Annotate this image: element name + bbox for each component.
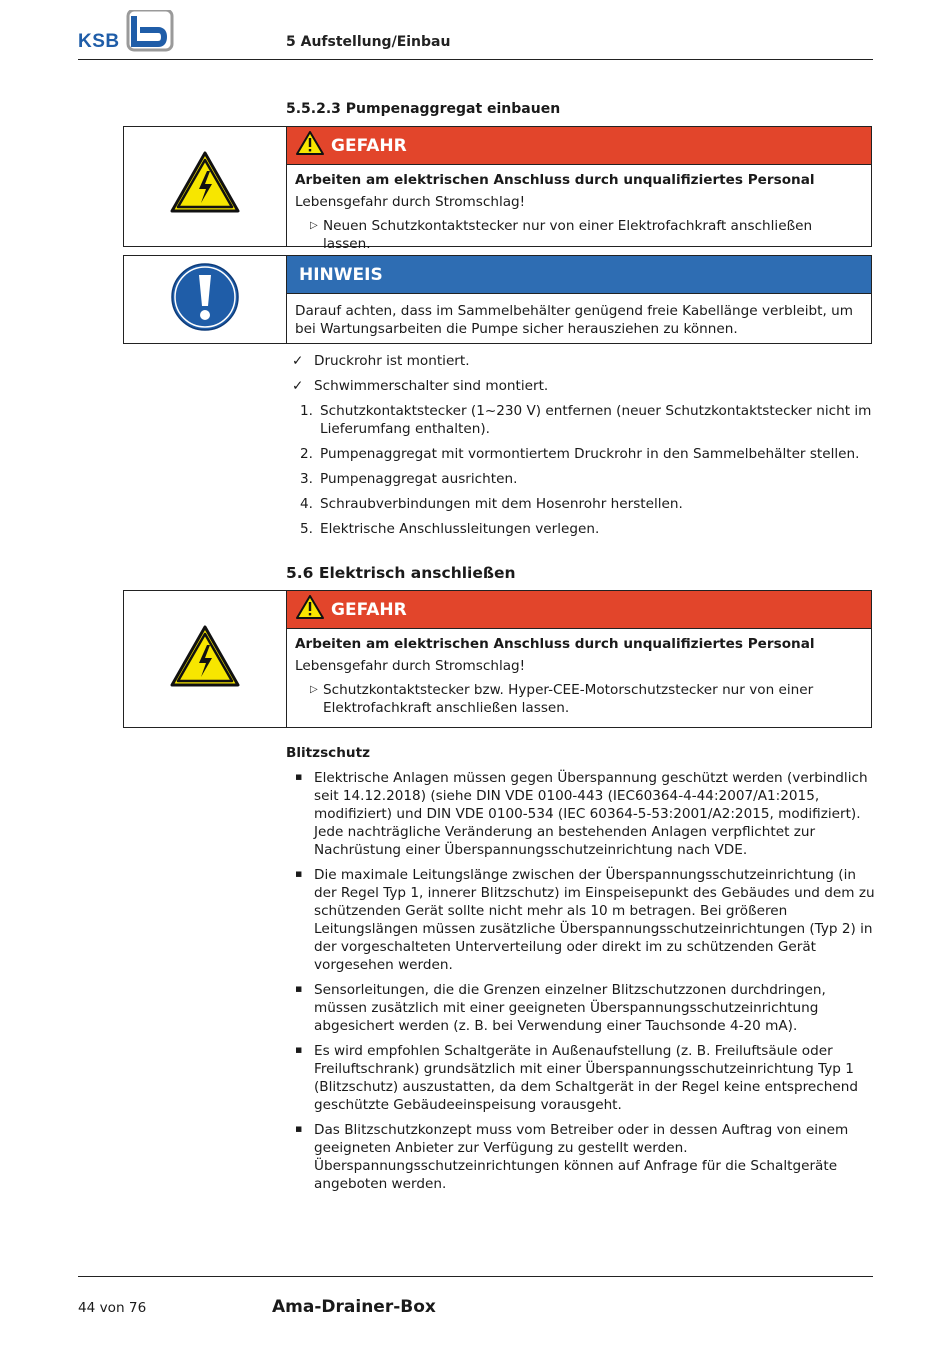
- square-bullet-icon: ▪: [295, 1043, 303, 1056]
- subsection-heading: Blitzschutz: [286, 745, 371, 761]
- list-item: ▪ Sensorleitungen, die die Grenzen einzelner Blitzschutzzonen durchdringen, müssen zusätzlich mit einer geeigneten Überspannungsschutzeinrichtung abgesichert werden (z. B. bei Verwendung einer Tauchsonde 4-20 mA).: [295, 982, 826, 1034]
- electrical-hazard-icon: [170, 151, 240, 213]
- list-item: ▪ Elektrische Anlagen müssen gegen Überspannung geschützt werden (verbindlich seit 14.12.2018) (siehe DIN VDE 0100-443 (IEC60364-4-44:2007/A1:2015, modifiziert) und DIN VDE 0100-534 (IEC 60364-5-53:2001/A2:2015, modifiziert). Jede nachträgliche Veränderung an bestehenden Anlagen verpflichtet zur Nachrüstung einer Überspannungsschutzeinrichtung nach VDE.: [295, 770, 868, 858]
- mandatory-exclamation-icon: [170, 262, 240, 332]
- header-rule: [78, 59, 873, 60]
- icon-cell: [124, 127, 287, 246]
- list-item: 5. Elektrische Anschlussleitungen verlegen.: [300, 521, 600, 537]
- list-item: 1. Schutzkontaktstecker (1~230 V) entfernen (neuer Schutzkontaktstecker nicht im Lieferumfang enthalten).: [300, 403, 872, 437]
- footer-rule: [78, 1276, 873, 1277]
- warning-triangle-icon: [295, 594, 325, 620]
- logo-text: KSB: [78, 31, 120, 52]
- hazard-action: Neuen Schutzkontaktstecker nur von einer Elektrofachkraft anschließen lassen.: [323, 218, 813, 252]
- triangle-right-icon: ▷: [310, 684, 318, 695]
- notice-box: [123, 255, 872, 344]
- square-bullet-icon: ▪: [295, 1122, 303, 1135]
- page-number: 44 von 76: [78, 1300, 147, 1316]
- triangle-right-icon: ▷: [310, 220, 318, 231]
- list-item: ▪ Es wird empfohlen Schaltgeräte in Außenaufstellung (z. B. Freiluftsäule oder Freiluftschrank) grundsätzlich mit einer Überspannungsschutzeinrichtung Typ 1 (Blitzschutz) auszustatten, da dem Schaltgerät in der Regel keine entsprechend geschützte Gebäudeeinspeisung vorausgeht.: [295, 1043, 858, 1113]
- square-bullet-icon: ▪: [295, 867, 303, 880]
- hazard-consequence: Lebensgefahr durch Stromschlag!: [295, 658, 526, 674]
- list-item: 2. Pumpenaggregat mit vormontiertem Druckrohr in den Sammelbehälter stellen.: [300, 446, 860, 462]
- square-bullet-icon: ▪: [295, 770, 303, 783]
- hazard-action: Schutzkontaktstecker bzw. Hyper-CEE-Motorschutzstecker nur von einer Elektrofachkraft anschließen lassen.: [323, 682, 814, 716]
- danger-box: [123, 126, 872, 252]
- notice-text: Darauf achten, dass im Sammelbehälter genügend freie Kabellänge verbleibt, um bei Wartungsarbeiten die Pumpe sicher herausziehen zu können.: [295, 303, 853, 337]
- danger-box: [123, 590, 872, 728]
- danger-band: [287, 591, 871, 629]
- checkmark-icon: ✓: [292, 353, 304, 369]
- list-item: 4. Schraubverbindungen mit dem Hosenrohr herstellen.: [300, 496, 683, 512]
- hazard-consequence: Lebensgefahr durch Stromschlag!: [295, 194, 526, 210]
- icon-cell: [124, 591, 287, 727]
- list-item: ✓ Druckrohr ist montiert.: [292, 353, 470, 369]
- square-bullet-icon: ▪: [295, 982, 303, 995]
- notice-band: [287, 256, 871, 294]
- warning-triangle-icon: [295, 130, 325, 156]
- procedure-list: [286, 352, 876, 545]
- list-item: ▪ Die maximale Leitungslänge zwischen der Überspannungsschutzeinrichtung (in der Regel Typ 1, innerer Blitzschutz) im Einspeisepunkt des Gebäudes und dem zu schützenden Gerät sollte nicht mehr als 10 m betragen. Bei größeren Leitungslängen müssen zusätzliche Überspannungsschutzeinrichtungen (Typ 2) in der vorgeschalteten Unterverteilung oder direkt im zu schützenden Gerät vorgesehen werden.: [295, 867, 875, 973]
- header-chapter: 5 Aufstellung/Einbau: [286, 34, 451, 50]
- list-item: 3. Pumpenaggregat ausrichten.: [300, 471, 518, 487]
- icon-cell: [124, 256, 287, 343]
- section-heading: 5.6 Elektrisch anschließen: [286, 564, 516, 582]
- lightning-list: [286, 769, 876, 1200]
- signal-word: HINWEIS: [299, 264, 383, 285]
- electrical-hazard-icon: [170, 625, 240, 687]
- list-item: ▪ Das Blitzschutzkonzept muss vom Betreiber oder in dessen Auftrag von einem geeigneten Anbieter zur Verfügung zu gestellt werden. Überspannungsschutzeinrichtungen können auf Anfrage für die Schaltgeräte angeboten werden.: [295, 1122, 849, 1192]
- section-heading: 5.5.2.3 Pumpenaggregat einbauen: [286, 101, 561, 117]
- signal-word: GEFAHR: [331, 135, 407, 156]
- hazard-title: Arbeiten am elektrischen Anschluss durch unqualifiziertes Personal: [295, 636, 815, 652]
- hazard-title: Arbeiten am elektrischen Anschluss durch unqualifiziertes Personal: [295, 172, 815, 188]
- document-title: Ama-Drainer-Box: [272, 1297, 436, 1317]
- checkmark-icon: ✓: [292, 378, 304, 394]
- danger-band: [287, 127, 871, 165]
- list-item: ✓ Schwimmerschalter sind montiert.: [292, 378, 549, 394]
- signal-word: GEFAHR: [331, 599, 407, 620]
